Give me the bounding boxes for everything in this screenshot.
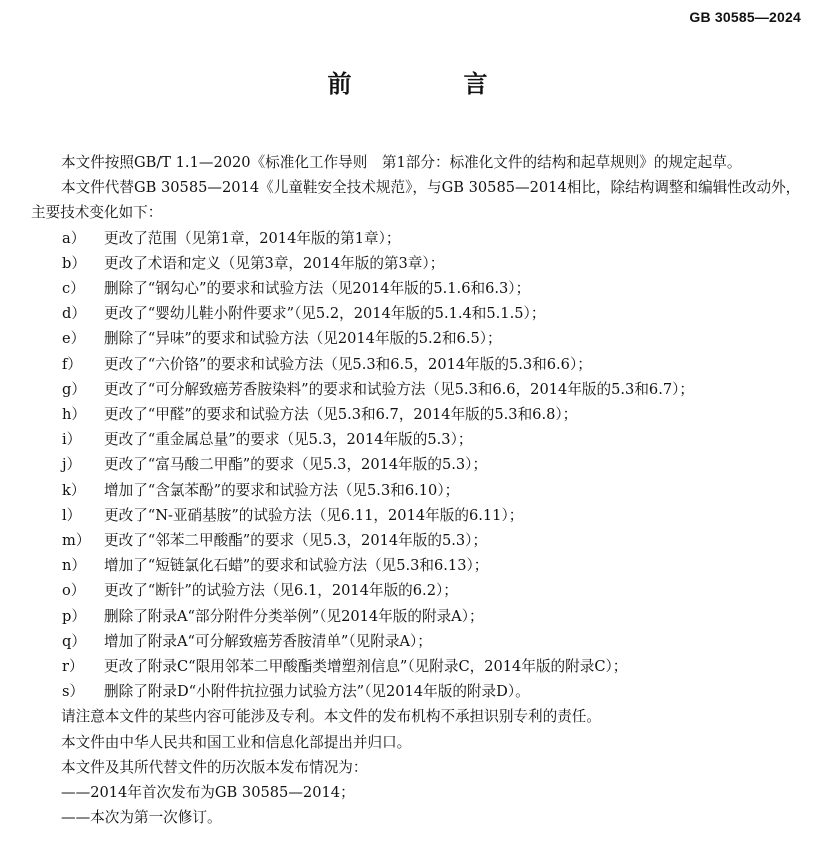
- list-item-label: g）: [62, 380, 86, 398]
- list-item-text: 增加了“含氯苯酚”的要求和试验方法（见5.3和6.10）；: [104, 481, 460, 499]
- list-item-text: 删除了“钢勾心”的要求和试验方法（见2014年版的5.1.6和6.3）；: [104, 280, 531, 298]
- list-item-label: s）: [62, 683, 85, 701]
- history-item: ——2014年首次发布为GB 30585—2014；: [61, 784, 355, 802]
- list-item-text: 增加了附录A“可分解致癌芳香胺清单”（见附录A）；: [104, 632, 432, 650]
- list-item: [31, 629, 806, 654]
- changes-list: [31, 226, 806, 705]
- list-item-text: 更改了“富马酸二甲酯”的要求（见5.3，2014年版的5.3）；: [104, 456, 488, 474]
- history-heading: 本文件及其所代替文件的历次版本发布情况为：: [61, 758, 368, 776]
- list-item-label: l）: [62, 506, 82, 524]
- list-item-label: i）: [62, 431, 82, 449]
- list-item-label: c）: [62, 280, 85, 298]
- foreword-body: [31, 150, 806, 830]
- list-item-label: h）: [62, 406, 86, 424]
- list-item-text: 更改了范围（见第1章，2014年版的第1章）；: [104, 229, 401, 247]
- list-item-label: b）: [62, 254, 86, 272]
- list-item-label: f）: [62, 355, 82, 373]
- list-item-text: 更改了“邻苯二甲酸酯”的要求（见5.3，2014年版的5.3）；: [104, 532, 488, 550]
- list-item-text: 更改了“断针”的试验方法（见6.1，2014年版的6.2）；: [104, 582, 458, 600]
- list-item: [31, 503, 806, 528]
- list-item: [31, 654, 806, 679]
- list-item: [31, 578, 806, 603]
- list-item-label: p）: [62, 607, 86, 625]
- list-item: [31, 326, 806, 351]
- list-item-label: o）: [62, 582, 86, 600]
- list-item-label: n）: [62, 557, 86, 575]
- page-title: 前 言: [327, 69, 532, 98]
- intro-paragraph-replacement: 本文件代替GB 30585—2014《儿童鞋安全技术规范》，与GB 30585—2014相比，除结构调整和编辑性改动外，主要技术变化如下：: [31, 179, 801, 222]
- list-item-label: j）: [62, 456, 82, 474]
- list-item-text: 更改了附录C“限用邻苯二甲酸酯类增塑剂信息”（见附录C，2014年版的附录C）；: [104, 658, 628, 676]
- list-item-text: 删除了附录D“小附件抗拉强力试验方法”（见2014年版的附录D）。: [104, 683, 530, 701]
- list-item-label: a）: [62, 229, 86, 247]
- list-item-text: 删除了“异味”的要求和试验方法（见2014年版的5.2和6.5）；: [104, 330, 502, 348]
- list-item: [31, 276, 806, 301]
- list-item-text: 更改了“甲醛”的要求和试验方法（见5.3和6.7，2014年版的5.3和6.8）；: [104, 406, 578, 424]
- list-item: [31, 679, 806, 704]
- list-item: [31, 478, 806, 503]
- list-item: [31, 377, 806, 402]
- list-item-text: 更改了“六价铬”的要求和试验方法（见5.3和6.5，2014年版的5.3和6.6）；: [104, 355, 592, 373]
- list-item-text: 更改了“可分解致癌芳香胺染料”的要求和试验方法（见5.3和6.6，2014年版的5.3和6.7）；: [104, 380, 695, 398]
- list-item: [31, 452, 806, 477]
- list-item-label: m）: [62, 532, 91, 550]
- patent-notice: 请注意本文件的某些内容可能涉及专利。本文件的发布机构不承担识别专利的责任。: [61, 708, 601, 726]
- list-item-text: 删除了附录A“部分附件分类举例”（见2014年版的附录A）；: [104, 607, 484, 625]
- list-item: [31, 528, 806, 553]
- list-item: [31, 604, 806, 629]
- list-item-text: 更改了“N-亚硝基胺”的试验方法（见6.11，2014年版的6.11）；: [104, 506, 524, 524]
- list-item: [31, 553, 806, 578]
- list-item: [31, 352, 806, 377]
- list-item-label: k）: [62, 481, 86, 499]
- list-item-text: 更改了“重金属总量”的要求（见5.3，2014年版的5.3）；: [104, 431, 473, 449]
- intro-paragraph-drafting: 本文件按照GB/T 1.1—2020《标准化工作导则 第1部分：标准化文件的结构和起草规则》的规定起草。: [61, 154, 742, 171]
- list-item: [31, 226, 806, 251]
- standard-code: GB 30585—2024: [689, 9, 801, 25]
- list-item: [31, 427, 806, 452]
- list-item: [31, 251, 806, 276]
- list-item-text: 更改了术语和定义（见第3章，2014年版的第3章）；: [104, 254, 445, 272]
- list-item: [31, 301, 806, 326]
- list-item-text: 更改了“婴幼儿鞋小附件要求”（见5.2，2014年版的5.1.4和5.1.5）；: [104, 305, 546, 323]
- history-item: ——本次为第一次修订。: [61, 809, 222, 827]
- list-item-label: d）: [62, 305, 86, 323]
- list-item: [31, 402, 806, 427]
- list-item-label: e）: [62, 330, 86, 348]
- list-item-text: 增加了“短链氯化石蜡”的要求和试验方法（见5.3和6.13）；: [104, 557, 489, 575]
- list-item-label: q）: [62, 632, 86, 650]
- proposer-statement: 本文件由中华人民共和国工业和信息化部提出并归口。: [61, 733, 412, 751]
- list-item-label: r）: [62, 658, 84, 676]
